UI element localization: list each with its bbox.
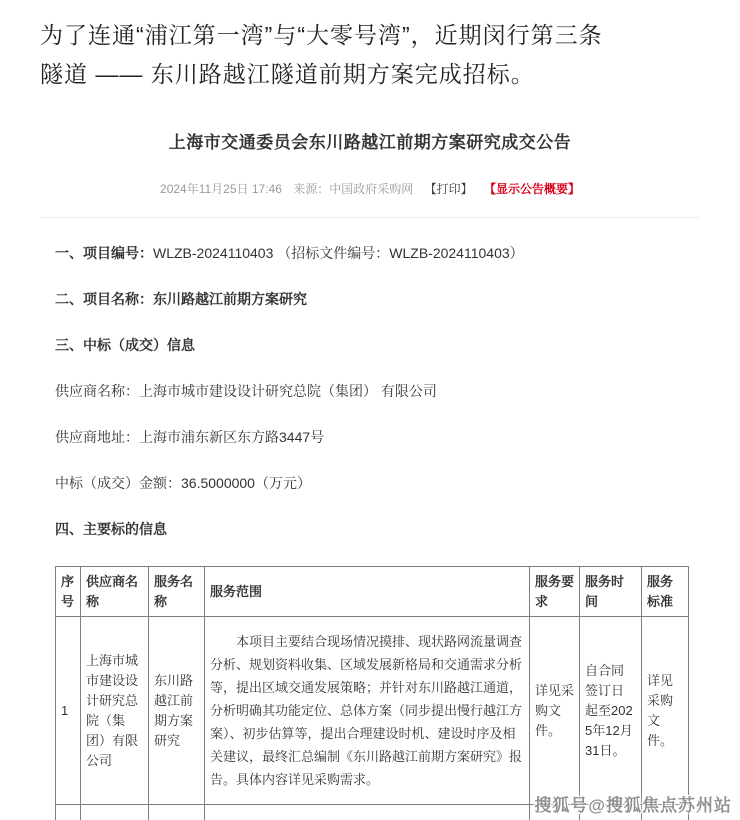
section-supplier-address bbox=[55, 428, 700, 447]
col-header-standard: 服务标准 bbox=[642, 567, 689, 617]
section-award-amount-value: 36.5000000（万元） bbox=[181, 475, 311, 491]
watermark: 搜狐号@搜狐焦点苏州站 bbox=[534, 796, 732, 815]
cell-standard: 详见采购文件。 bbox=[642, 617, 689, 805]
empty-cell bbox=[149, 805, 205, 820]
scope-text: 本项目主要结合现场情况摸排、现状路网流量调查分析、规划资料收集、区域发展新格局和交通需求分析等，提出区域交通发展策略；并针对东川路越江通道，分析明确其功能定位、总体方案（同步提出慢行越江方案）、初步估算等，提出合理建设时机、建设时序及相关建议，最终汇总编制《东川路越江前期方案研究》报告。具体内容详见采购需求。 bbox=[210, 634, 523, 787]
section-main-info-label: 四、主要标的信息 bbox=[55, 521, 167, 537]
section-supplier-name-value: 上海市城市建设设计研究总院（集团） 有限公司 bbox=[139, 383, 437, 399]
section-award-amount-label: 中标（成交）金额： bbox=[55, 475, 181, 491]
cell-time: 自合同签订日起至2025年12月31日。 bbox=[580, 617, 642, 805]
cell-requirement: 详见采购文件。 bbox=[530, 617, 580, 805]
section-project-number-value: WLZB-2024110403 （招标文件编号：WLZB-2024110403） bbox=[153, 245, 524, 261]
print-link[interactable]: 【打印】 bbox=[424, 182, 473, 196]
source-label: 来源：中国政府采购网 bbox=[293, 182, 414, 196]
section-award-info-heading bbox=[55, 336, 700, 355]
cell-service-name: 东川路越江前期方案研究 bbox=[149, 617, 205, 805]
table-row bbox=[56, 617, 689, 805]
section-supplier-name-label: 供应商名称： bbox=[55, 383, 139, 399]
cell-supplier: 上海市城市建设设计研究总院（集团）有限公司 bbox=[81, 617, 149, 805]
announcement-body bbox=[40, 218, 700, 539]
meta-line bbox=[40, 180, 700, 197]
col-header-supplier: 供应商名称 bbox=[81, 567, 149, 617]
empty-cell bbox=[56, 805, 81, 820]
section-project-name bbox=[55, 290, 700, 309]
publish-datetime: 2024年11月25日 17:46 bbox=[160, 182, 282, 196]
section-supplier-address-label: 供应商地址： bbox=[55, 429, 139, 445]
section-supplier-address-value: 上海市浦东新区东方路3447号 bbox=[139, 429, 325, 445]
intro-line-1: 为了连通“浦江第一湾”与“大零号湾”，近期闵行第三条 bbox=[40, 22, 603, 48]
cell-scope bbox=[205, 617, 530, 805]
section-main-info-heading bbox=[55, 520, 700, 539]
section-project-name-value: 东川路越江前期方案研究 bbox=[153, 291, 307, 307]
announcement-title: 上海市交通委员会东川路越江前期方案研究成交公告 bbox=[168, 133, 572, 152]
col-header-scope: 服务范围 bbox=[205, 567, 530, 617]
section-award-amount bbox=[55, 474, 700, 493]
section-award-info-label: 三、中标（成交）信息 bbox=[55, 337, 195, 353]
col-header-time: 服务时间 bbox=[580, 567, 642, 617]
show-summary-link[interactable]: 【显示公告概要】 bbox=[483, 182, 580, 196]
section-supplier-name bbox=[55, 382, 700, 401]
empty-cell bbox=[81, 805, 149, 820]
col-header-requirement: 服务要求 bbox=[530, 567, 580, 617]
empty-cell bbox=[205, 805, 530, 820]
intro-line-2: 隧道 —— 东川路越江隧道前期方案完成招标。 bbox=[40, 61, 535, 87]
section-project-name-label: 二、项目名称： bbox=[55, 291, 153, 307]
bid-items-table bbox=[55, 566, 689, 820]
table-header-row bbox=[56, 567, 689, 617]
section-project-number bbox=[55, 244, 700, 263]
col-header-seq: 序号 bbox=[56, 567, 81, 617]
intro-paragraph bbox=[40, 0, 700, 94]
col-header-service-name: 服务名称 bbox=[149, 567, 205, 617]
cell-seq: 1 bbox=[56, 617, 81, 805]
section-project-number-label: 一、项目编号： bbox=[55, 245, 153, 261]
